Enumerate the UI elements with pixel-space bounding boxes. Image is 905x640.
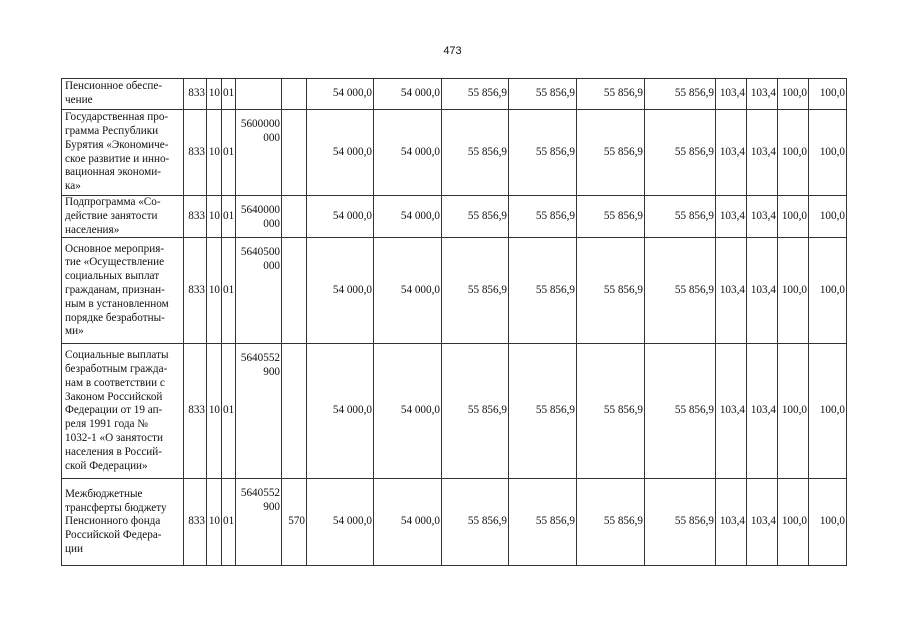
amount-4-cell: 55 856,9 [509, 196, 577, 238]
subsection-code-cell: 01 [222, 479, 236, 566]
percent-4-cell: 100,0 [809, 196, 847, 238]
amount-5-cell: 55 856,9 [577, 79, 645, 110]
chapter-code-cell: 833 [184, 110, 207, 196]
amount-4-cell: 55 856,9 [509, 238, 577, 344]
chapter-code-cell: 833 [184, 79, 207, 110]
percent-3-cell: 100,0 [778, 196, 809, 238]
amount-2-cell: 54 000,0 [374, 238, 442, 344]
amount-3-cell: 55 856,9 [442, 479, 509, 566]
amount-5-cell: 55 856,9 [577, 238, 645, 344]
table-row [62, 196, 847, 238]
amount-1-cell: 54 000,0 [307, 110, 374, 196]
chapter-code-cell: 833 [184, 196, 207, 238]
chapter-code-cell: 833 [184, 479, 207, 566]
amount-1-cell: 54 000,0 [307, 344, 374, 479]
amount-2-cell: 54 000,0 [374, 110, 442, 196]
amount-3-cell: 55 856,9 [442, 344, 509, 479]
item-name-cell: Подпрограмма «Со- действие занятости населения» [62, 196, 184, 238]
amount-4-cell: 55 856,9 [509, 479, 577, 566]
table-row [62, 479, 847, 566]
percent-2-cell: 103,4 [747, 479, 778, 566]
percent-3-cell: 100,0 [778, 238, 809, 344]
section-code-cell: 10 [207, 344, 222, 479]
amount-3-cell: 55 856,9 [442, 196, 509, 238]
percent-3-cell: 100,0 [778, 479, 809, 566]
percent-1-cell: 103,4 [716, 479, 747, 566]
item-name-cell: Социальные выплаты безработным гражда- нам в соответствии с Законом Российской Федерации от 19 ап- реля 1991 года № 1032-1 «О занятости населения в Россий- ской Федерации» [62, 344, 184, 479]
chapter-code-cell: 833 [184, 238, 207, 344]
item-name-cell: Пенсионное обеспе- чение [62, 79, 184, 110]
subsection-code-cell: 01 [222, 344, 236, 479]
percent-1-cell: 103,4 [716, 110, 747, 196]
table-row [62, 344, 847, 479]
percent-2-cell: 103,4 [747, 79, 778, 110]
percent-2-cell: 103,4 [747, 110, 778, 196]
amount-6-cell: 55 856,9 [645, 479, 716, 566]
target-article-code-cell [236, 79, 282, 110]
amount-6-cell: 55 856,9 [645, 79, 716, 110]
page-number: 473 [443, 45, 462, 57]
target-article-code-cell: 5640000 000 [236, 196, 282, 238]
expense-type-code-cell [282, 79, 307, 110]
amount-2-cell: 54 000,0 [374, 479, 442, 566]
amount-3-cell: 55 856,9 [442, 110, 509, 196]
section-code-cell: 10 [207, 479, 222, 566]
percent-3-cell: 100,0 [778, 110, 809, 196]
percent-2-cell: 103,4 [747, 196, 778, 238]
amount-6-cell: 55 856,9 [645, 196, 716, 238]
target-article-code-cell: 5640552 900 [236, 344, 282, 479]
item-name-cell: Государственная про- грамма Республики Бурятия «Экономиче- ское развитие и инно- вационная экономи- ка» [62, 110, 184, 196]
section-code-cell: 10 [207, 79, 222, 110]
percent-4-cell: 100,0 [809, 344, 847, 479]
item-name-cell: Основное мероприя- тие «Осуществление социальных выплат гражданам, признан- ным в установленном порядке безработны- ми» [62, 238, 184, 344]
amount-1-cell: 54 000,0 [307, 479, 374, 566]
amount-5-cell: 55 856,9 [577, 344, 645, 479]
amount-5-cell: 55 856,9 [577, 479, 645, 566]
expense-type-code-cell [282, 344, 307, 479]
amount-6-cell: 55 856,9 [645, 110, 716, 196]
percent-1-cell: 103,4 [716, 196, 747, 238]
amount-4-cell: 55 856,9 [509, 79, 577, 110]
amount-4-cell: 55 856,9 [509, 110, 577, 196]
percent-4-cell: 100,0 [809, 110, 847, 196]
section-code-cell: 10 [207, 110, 222, 196]
percent-3-cell: 100,0 [778, 79, 809, 110]
amount-3-cell: 55 856,9 [442, 238, 509, 344]
subsection-code-cell: 01 [222, 110, 236, 196]
subsection-code-cell: 01 [222, 79, 236, 110]
expense-type-code-cell [282, 238, 307, 344]
chapter-code-cell: 833 [184, 344, 207, 479]
amount-1-cell: 54 000,0 [307, 238, 374, 344]
amount-5-cell: 55 856,9 [577, 110, 645, 196]
amount-3-cell: 55 856,9 [442, 79, 509, 110]
percent-1-cell: 103,4 [716, 79, 747, 110]
budget-table [61, 78, 847, 566]
percent-1-cell: 103,4 [716, 344, 747, 479]
target-article-code-cell: 5640500 000 [236, 238, 282, 344]
amount-2-cell: 54 000,0 [374, 79, 442, 110]
target-article-code-cell: 5640552 900 [236, 479, 282, 566]
percent-3-cell: 100,0 [778, 344, 809, 479]
expense-type-code-cell [282, 196, 307, 238]
amount-2-cell: 54 000,0 [374, 196, 442, 238]
section-code-cell: 10 [207, 196, 222, 238]
expense-type-code-cell [282, 110, 307, 196]
target-article-code-cell: 5600000 000 [236, 110, 282, 196]
amount-2-cell: 54 000,0 [374, 344, 442, 479]
percent-4-cell: 100,0 [809, 238, 847, 344]
subsection-code-cell: 01 [222, 196, 236, 238]
amount-6-cell: 55 856,9 [645, 344, 716, 479]
percent-4-cell: 100,0 [809, 479, 847, 566]
expense-type-code-cell: 570 [282, 479, 307, 566]
amount-5-cell: 55 856,9 [577, 196, 645, 238]
percent-1-cell: 103,4 [716, 238, 747, 344]
section-code-cell: 10 [207, 238, 222, 344]
percent-4-cell: 100,0 [809, 79, 847, 110]
table-body [62, 79, 847, 566]
amount-1-cell: 54 000,0 [307, 196, 374, 238]
table-row [62, 79, 847, 110]
table-row [62, 110, 847, 196]
percent-2-cell: 103,4 [747, 238, 778, 344]
amount-1-cell: 54 000,0 [307, 79, 374, 110]
item-name-cell: Межбюджетные трансферты бюджету Пенсионного фонда Российской Федера- ции [62, 479, 184, 566]
amount-4-cell: 55 856,9 [509, 344, 577, 479]
percent-2-cell: 103,4 [747, 344, 778, 479]
subsection-code-cell: 01 [222, 238, 236, 344]
amount-6-cell: 55 856,9 [645, 238, 716, 344]
table-row [62, 238, 847, 344]
